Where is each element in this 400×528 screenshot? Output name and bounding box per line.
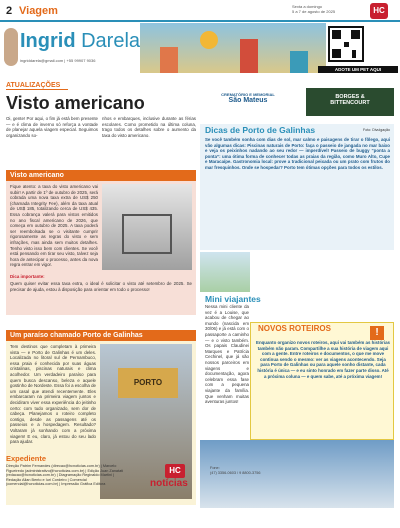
article-column-1: Oi, gente! Por aqui, o fim já está bem presente — e é clima de inverno só reforça a vontade de planejar aquela viagem especial. Seguimos organizando so- [6, 116, 98, 138]
ad-borges-line-2: BITTENCOURT [330, 100, 370, 106]
alert-icon: ! [370, 326, 384, 340]
porto-sign: PORTO [118, 368, 178, 398]
airport-photo [102, 184, 192, 270]
phone-label: Fone: [210, 466, 220, 470]
qr-caption: ADOTE UM PET AQUI [318, 66, 398, 73]
ad-crematorio[interactable] [200, 88, 296, 116]
section-title: Viagem [19, 5, 58, 17]
dicas-body: Se você também sonha com dias de sol, mar calmo e paisagens de tirar o fôlego, aqui vão algumas dicas: Piscinas naturais de Porto: faça o passeio de jangada no mar baixo e veja os peixinhos nadando ao seu redor — imperdível! Passeio de buggy “ponta a ponta”: uma ótima forma de conhecer todas as praias da região, como Muro Alto, Cupe e Maracaípe. Gastronomia local: prove a tradicional peixada ou um prato com frutos do mar fresquinhos. Onde se hospedar? Porto tem ótimas opções para todos os estilos. [205, 137, 390, 170]
contact-phone [210, 466, 280, 475]
dicas-photo-credit: Foto: Divulgação [363, 128, 390, 132]
dicas-heading: Dicas de Porto de Galinhas [205, 125, 316, 135]
hc-noticias-mark: HC [165, 464, 185, 478]
phone-number: (47) 3356-0603 / 9 8800-3756 [210, 470, 261, 475]
qr-code[interactable] [328, 26, 364, 62]
ad-borges-line-1: BORGES & [335, 94, 365, 100]
article-column-2: nhos e embarques, inclusive durante as férias escolares. Como prometido na última coluna, trago todos os detalhes sobre o aumento da taxa do visto americano. [102, 116, 196, 138]
building-illustration [290, 51, 308, 73]
praia-body: Tem destinos que completam à primeira vista — e Porto de Galinhas é um deles. Localizada no litoral sul de Pernambuco, essa praia é conhecida por suas águas cristalinas, piscinas naturais e clima acolhedor. Um verdadeiro paraíso para quem busca descanso, beleza e aquele gostinho de Nordeste. Essa foi a escolha de um casal que atendi recentemente. Eles embarcaram na primeira viagem juntos e decidiram viver essa experiência do jeitinho certo: com tudo organizado, sem dor de cabeça. Planejamos o roteiro completo contigo, desde as passagens até os passeios e a hospedagem. Resultado? Voltaram já sonhando com a próxima viagem! E eu, claro, já estou do seu lado para ajudar. [10, 344, 96, 445]
ad-borges[interactable] [306, 88, 394, 116]
hc-logo: HC [370, 3, 388, 19]
page-header [0, 0, 400, 22]
date-line-2: 5 a 7 de agosto de 2025 [292, 9, 336, 14]
ad-crematorio-title: CREMATÓRIO E MEMORIAL [221, 92, 275, 97]
praia-heading: Um paraíso chamado Porto de Galinhas [6, 330, 196, 341]
hc-noticias-logo [150, 464, 200, 494]
page-number: 2 [6, 5, 13, 17]
baby-photo [200, 252, 250, 292]
us-visa-note-title: Dica importante: [10, 274, 45, 279]
roteiros-body: Enquanto organizo novos roteiros, aqui vai também as histórias também não param. Compartilhe a sua história de viagem aqui com a gente. Entre roteiros e documentos, o que me move continua sendo o mesmo: ver as viagens acontecendo. Seja para Porto de Galinhas ou para aquele sonho distante, cada história é única — e eu sinto honrado em fazer parte disso. Até a próxima coluna — e quem sabe, até a próxima viagem! [256, 340, 390, 379]
building-illustration [240, 39, 258, 73]
expediente-heading: Expediente [6, 454, 47, 463]
viajantes-heading: Mini viajantes [205, 294, 261, 304]
ad-crematorio-name: São Mateus [228, 97, 268, 104]
us-visa-heading: Visto americano [6, 170, 196, 181]
us-visa-body: Fique atento: a taxa do visto americano vai subir! A partir de 1º de outubro de 2025, será cobrada uma nova taxa extra de US$ 250 (chamada Integrity Fee), além da taxa atual de US$ 185, totalizando cerca de US$ 435. Essa cobrança valerá para vistos emitidos no ano fiscal americano de 2026, que começa em outubro de 2025. A taxa poderá ser reembolsada se o visitante cumprir rigorosamente as regras do visto e sem infrações, mas ainda sem muitos detalhes. Tenho visto isso bem com clientes. Se você está pensando em tirar seu visto, talvez seja hora de antecipar o processo, antes da nova regra entrar em vigor. [10, 184, 98, 268]
article-title: Visto americano [6, 93, 145, 113]
hc-noticias-wordmark: notícias [150, 478, 188, 489]
sun-illustration [200, 31, 218, 49]
us-visa-note: Quem quiser evitar essa taxa extra, o ideal é solicitar o visto até setembro de 2025. Se precisar de ajuda, estou à disposição para orientar em todo o processo! [10, 281, 192, 292]
expediente-body: Direção Patrim Fernandes (direcao@hcnoticias.com.br) | Marcelo Figueiredo (administrativo@hcnoticias.com.br) | Edição Juan Zanatati (redacao@hcnoticias.com.br) | Diagramação Reginaldo Martini | Redação Allan Bento e Iuri Cordeiro | Comercial (comercial@hcnoticias.com.br) | Impressão Gráfica Editora [6, 464, 124, 487]
viajantes-body: Nessa mini cliente da vez é a Louise, que acabou de chegar ao mundo (nascida em 30/06) e já está com o passaporte a caminho — e o visto também. Os papais Claudinei Marques e Patrícia Cechinel, que já são nossos parceiros em viagens e documentação, agora celebram essa fase com a pequena viajante da família. Que venham muitas aventuras juntos! [205, 304, 249, 405]
author-first-name: Ingrid [20, 30, 76, 52]
edition-date [292, 4, 382, 14]
date-line-1: Sexta a domingo [292, 4, 323, 9]
header-banner-illustration [140, 23, 326, 73]
author-name [20, 30, 140, 53]
author-last-name: Darela [81, 30, 141, 52]
airport-window [122, 214, 172, 254]
roteiros-heading: NOVOS ROTEIROS [258, 324, 331, 333]
author-avatar [4, 28, 18, 66]
article-kicker: ATUALIZAÇÕES [6, 82, 68, 90]
author-email: ingriddarela@gmail.com | +55 99907 9036 [20, 58, 96, 63]
building-illustration [160, 47, 178, 73]
